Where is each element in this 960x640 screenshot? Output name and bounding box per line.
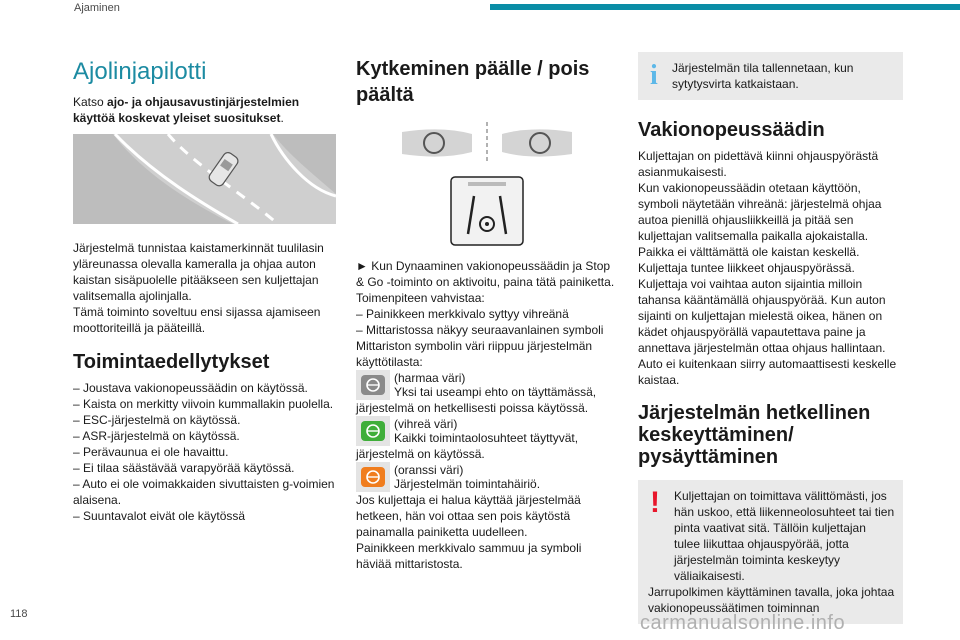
page-number: 118 bbox=[10, 608, 28, 620]
steering-wheel-icon bbox=[402, 122, 572, 162]
outro-paragraph-1: Jos kuljettaja ei halua käyttää järjestelmää hetkeen, hän voi ottaa sen pois käytöstä painamalla painiketta uudelleen. bbox=[356, 493, 581, 539]
intro-bold-reference: ajo- ja ohjausavustinjärjestelmien käyttöä koskevat yleiset suositukset bbox=[73, 95, 300, 125]
confirm-intro: Toimenpiteen vahvistaa: bbox=[356, 291, 485, 305]
watermark: carmanualsonline.info bbox=[640, 612, 846, 634]
warning-paragraph: Jarrupolkimen käyttäminen tavalla, joka johtaa vakionopeussäätimen toiminnan bbox=[648, 585, 895, 615]
cruise-paragraph: Auto ei kuitenkaan siirry automaattisesti keskelle kaistaa. bbox=[638, 357, 897, 387]
cruise-paragraph: Kuljettaja tuntee liikkeet ohjauspyörässä. bbox=[638, 261, 855, 275]
state-description: Järjestelmän toimintahäiriö. bbox=[394, 477, 541, 491]
condition-item: – Suuntavalot eivät ole käytössä bbox=[73, 509, 246, 523]
state-description: Kaikki toimintaolosuhteet täyttyvät, järjestelmä on käytössä. bbox=[356, 431, 579, 461]
lane-road-illustration bbox=[73, 134, 336, 224]
outro-paragraph-2: Painikkeen merkkivalo sammuu ja symboli häviää mittaristosta. bbox=[356, 541, 582, 571]
activation-heading: Kytkeminen päälle / pois päältä bbox=[356, 58, 590, 106]
state-color-label: (harmaa väri) bbox=[394, 371, 466, 385]
state-description: Yksi tai useampi ehto on täyttämässä, järjestelmä on hetkellisesti poissa käytössä. bbox=[356, 385, 597, 415]
condition-item: – Joustava vakionopeussäädin on käytössä. bbox=[73, 381, 308, 395]
cruise-control-heading: Vakionopeussäädin bbox=[638, 119, 825, 141]
instruction-paragraph: ► Kun Dynaaminen vakionopeussäädin ja Stop & Go -toiminto on aktivoitu, paina tätä painiketta. bbox=[356, 259, 615, 289]
condition-item: – Ei tilaa säästävää varapyörää käytössä. bbox=[73, 461, 295, 475]
lane-positioning-button-illustration bbox=[356, 176, 618, 246]
condition-item: – Perävaunua ei ole havaittu. bbox=[73, 445, 229, 459]
description-paragraph-1: Järjestelmä tunnistaa kaistamerkinnät tuulilasin yläreunassa olevalla kameralla ja ohjaa auton kaistan sisäpuolelle pitääkseen sen kuljettajan valitsemalla ajolinjalla. bbox=[73, 241, 324, 303]
cruise-paragraph: Kuljettaja voi vaihtaa auton sijaintia milloin tahansa kääntämällä ohjauspyörää. Kun auton sijainti on kuljettajan mielestä oikea, hänen on kädet ohjauspyörällä vapautettava paine ja annettava järjestelmän ottaa ohjaus hallintaan. bbox=[638, 277, 886, 355]
lane-symbol-orange-icon bbox=[356, 462, 390, 492]
warning-box bbox=[638, 480, 903, 624]
section-title: Ajolinjapilotti bbox=[73, 58, 207, 85]
column-3 bbox=[638, 52, 903, 624]
condition-item: – ESC-järjestelmä on käytössä. bbox=[73, 413, 241, 427]
condition-item: – Auto ei ole voimakkaiden sivuttaisten g-voimien alaisena. bbox=[73, 477, 335, 507]
cruise-paragraph: Paikka ei välttämättä ole kaistan keskellä. bbox=[638, 245, 860, 259]
pause-heading: Järjestelmän hetkellinen keskeyttäminen/ pysäyttäminen bbox=[638, 402, 871, 468]
lane-symbol-green-icon bbox=[356, 416, 390, 446]
intro-paragraph bbox=[73, 94, 336, 126]
lane-symbol-grey-icon bbox=[356, 370, 390, 400]
condition-item: – ASR-järjestelmä on käytössä. bbox=[73, 429, 240, 443]
intro-prefix: Katso bbox=[73, 95, 108, 109]
info-icon: i bbox=[650, 60, 658, 91]
condition-item: – Kaista on merkitty viivoin kummallakin puolella. bbox=[73, 397, 334, 411]
column-1 bbox=[73, 52, 336, 524]
cruise-paragraph: Kun vakionopeussäädin otetaan käyttöön, symboli näytetään vihreänä: järjestelmä ohjaa autoa pienillä ohjausliikkeillä ja pitää sen kuljettajan valitsemalla paikalla ajokaistalla. bbox=[638, 181, 882, 243]
state-color-label: (vihreä väri) bbox=[394, 417, 458, 431]
warning-paragraph: Kuljettajan on toimittava välittömästi, jos hän uskoo, että liikenneolosuhteet tai tien pinta vaativat sitä. Tällöin kuljettajan tulee liikuttaa ohjauspyörää, jotta järjestelmän toiminta keskeytyy väliaikaisesti. bbox=[674, 489, 895, 583]
description-paragraph-2: Tämä toiminto soveltuu ensi sijassa ajamiseen moottoriteillä ja pääteillä. bbox=[73, 305, 321, 335]
steering-wheel-illustration bbox=[356, 122, 618, 162]
running-header-section: Ajaminen bbox=[74, 2, 120, 14]
header-accent-bar bbox=[490, 4, 960, 10]
column-2 bbox=[356, 52, 618, 572]
confirm-item: – Mittaristossa näkyy seuraavanlainen symboli bbox=[356, 323, 604, 337]
confirm-item: – Painikkeen merkkivalo syttyy vihreänä bbox=[356, 307, 569, 321]
color-note: Mittariston symbolin väri riippuu järjestelmän käyttötilasta: bbox=[356, 339, 593, 369]
cruise-paragraph: Kuljettajan on pidettävä kiinni ohjauspyörästä asianmukaisesti. bbox=[638, 149, 879, 179]
lane-assist-button-icon bbox=[450, 176, 524, 246]
info-box bbox=[638, 52, 903, 100]
info-text: Järjestelmän tila tallennetaan, kun sytytysvirta katkaistaan. bbox=[672, 61, 854, 91]
warning-exclamation-icon: ! bbox=[650, 486, 660, 519]
conditions-heading: Toimintaedellytykset bbox=[73, 351, 270, 373]
state-color-label: (oranssi väri) bbox=[394, 463, 464, 477]
intro-suffix: . bbox=[280, 111, 284, 125]
